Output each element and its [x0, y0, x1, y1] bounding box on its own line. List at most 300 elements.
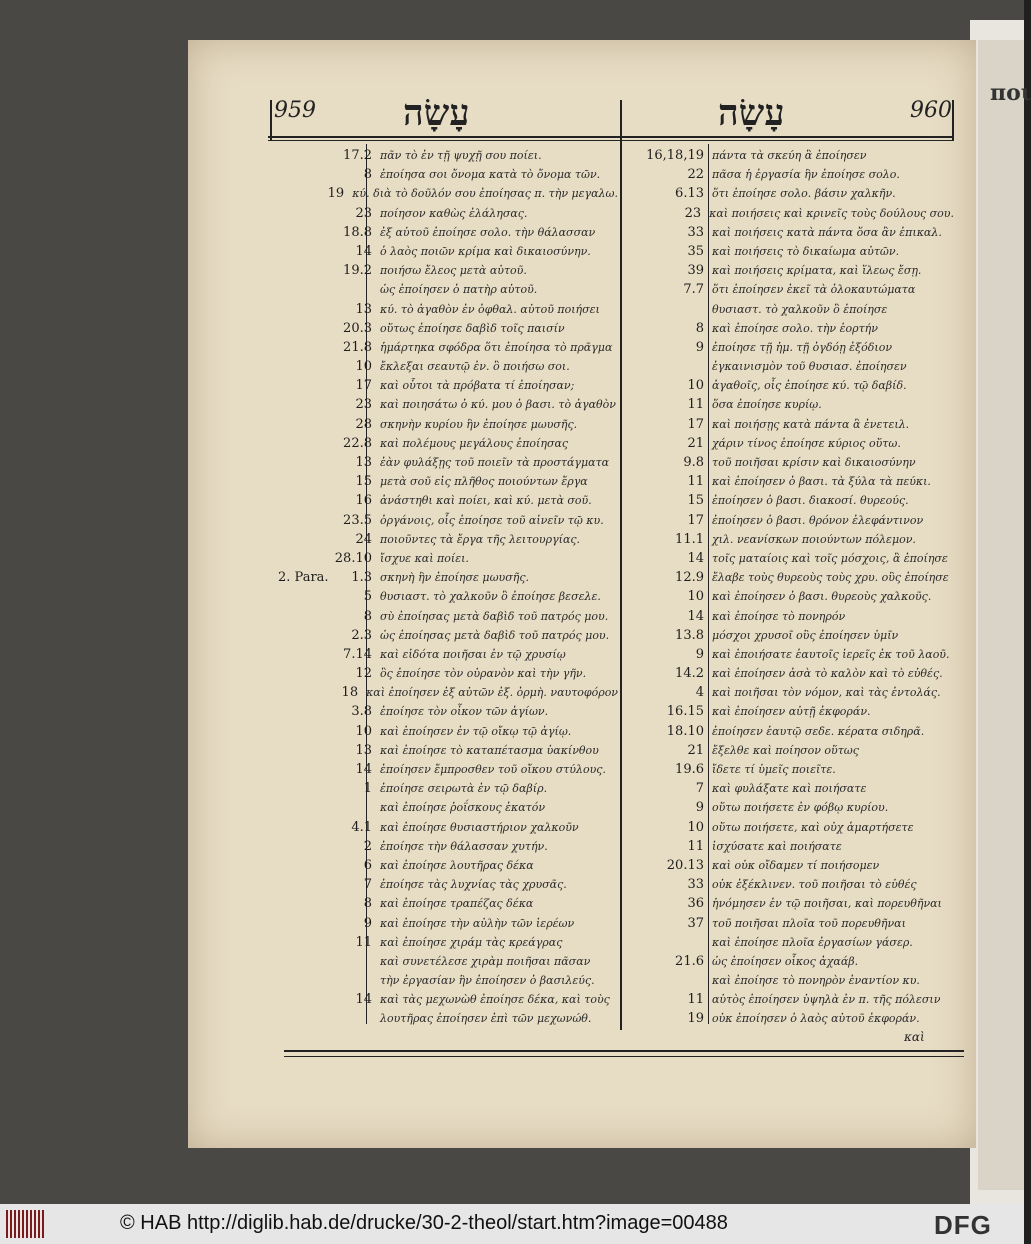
concordance-row	[624, 856, 954, 875]
greek-text: οὐκ ἐξέκλινεν. τοῦ ποιῆσαι τὸ εὐθές	[712, 878, 917, 892]
greek-text: ἀνάστηθι καὶ ποίει, καὶ κύ. μετὰ σοῦ.	[380, 494, 592, 508]
greek-text: ὃς ἐποίησε τὸν οὐρανὸν καὶ τὴν γῆν.	[380, 667, 587, 681]
concordance-row	[624, 204, 954, 223]
greek-text: ποίησον καθὼς ἐλάλησας.	[380, 206, 528, 220]
verse-reference: 17.2	[343, 148, 372, 163]
book-name	[278, 722, 324, 741]
greek-text: σκηνὴ ἣν ἐποίησε μωυσῆς.	[380, 571, 529, 585]
concordance-row	[278, 760, 618, 779]
verse-reference: 11	[687, 397, 704, 413]
greek-text: ἀγαθοῖς, οἷς ἐποίησε κύ. τῷ δαβίδ.	[712, 379, 907, 393]
book-name	[278, 280, 324, 299]
concordance-row	[278, 587, 618, 606]
greek-text: ἡμάρτηκα σφόδρα ὅτι ἐποίησα τὸ πρᾶγμα	[380, 340, 613, 354]
book-name	[278, 664, 324, 683]
verse-reference: 28	[355, 416, 372, 432]
verse-reference: 16.15	[666, 704, 704, 720]
concordance-row	[278, 472, 618, 491]
verse-reference: 17	[687, 512, 704, 528]
concordance-row	[278, 837, 618, 856]
greek-text: καὶ ποιήσεις κρίματα, καὶ ἵλεως ἔσῃ.	[712, 264, 922, 278]
book-name	[278, 587, 324, 606]
greek-text: καὶ τὰς μεχωνὼθ ἐποίησε δέκα, καὶ τοὺς	[380, 993, 610, 1007]
concordance-row	[278, 990, 618, 1009]
book-name	[278, 434, 324, 453]
book-name: 2. Para.	[278, 570, 329, 586]
concordance-row	[278, 184, 618, 203]
verse-reference: 12	[355, 666, 372, 682]
verse-reference: 23	[355, 205, 372, 221]
verse-reference: 21	[687, 742, 704, 758]
verse-reference: 14	[355, 992, 372, 1008]
verse-reference: 33	[687, 877, 704, 893]
concordance-row	[278, 798, 618, 817]
greek-text: καὶ ἐποίησε ῥοΐσκους ἑκατόν	[380, 801, 546, 815]
concordance-row	[624, 722, 954, 741]
greek-text: μετὰ σοῦ εἰς πλῆθος ποιούντων ἔργα	[380, 475, 588, 489]
verse-reference: 10	[687, 819, 704, 835]
verse-reference	[324, 952, 376, 971]
concordance-row	[624, 875, 954, 894]
bottom-rule-thin	[284, 1056, 964, 1057]
book-name	[278, 165, 324, 184]
concordance-row	[278, 741, 618, 760]
verse-reference: 35	[687, 243, 704, 259]
concordance-row	[624, 146, 954, 165]
greek-text: ἐξ αὐτοῦ ἐποίησε σολο. τὴν θάλασσαν	[380, 225, 596, 239]
verse-reference: 23	[355, 397, 372, 413]
concordance-row	[278, 568, 618, 587]
greek-text: ποιοῦντες τὰ ἔργα τῆς λειτουργίας.	[380, 532, 581, 546]
verse-reference: 21.8	[343, 339, 372, 355]
concordance-row	[278, 204, 618, 223]
verse-reference: 15	[355, 474, 372, 490]
verse-reference: 8	[363, 896, 372, 912]
greek-text: καὶ ἐποίησε θυσιαστήριον χαλκοῦν	[380, 820, 579, 834]
concordance-row	[278, 607, 618, 626]
verse-reference: 11	[355, 934, 372, 950]
greek-text: ἰσχύσατε καὶ ποιήσατε	[712, 839, 842, 853]
greek-text: αὐτὸς ἐποίησεν ὑψηλὰ ἐν π. τῆς πόλεσιν	[712, 993, 941, 1007]
concordance-row	[278, 223, 618, 242]
book-name	[278, 856, 324, 875]
concordance-row	[624, 395, 954, 414]
concordance-row	[278, 702, 618, 721]
greek-text: καὶ συνετέλεσε χιρὰμ ποιῆσαι πᾶσαν	[380, 954, 591, 968]
concordance-row	[624, 453, 954, 472]
verse-reference: 13	[355, 742, 372, 758]
verse-reference: 9	[695, 646, 704, 662]
book-name	[278, 607, 324, 626]
concordance-row	[278, 818, 618, 837]
page-number-right: 960	[910, 98, 952, 123]
book-name	[278, 204, 324, 223]
greek-text: καὶ ποιήσεις τὸ δικαίωμα αὐτῶν.	[712, 244, 900, 258]
concordance-row	[278, 453, 618, 472]
verse-reference: 10	[687, 589, 704, 605]
concordance-row	[624, 568, 954, 587]
concordance-row	[278, 415, 618, 434]
concordance-row	[624, 165, 954, 184]
greek-text: ἐποίησε τὴν θάλασσαν χυτήν.	[380, 839, 548, 853]
verse-reference: 4	[695, 685, 704, 701]
greek-text: ὀργάνοις, οἷς ἐποίησε τοῦ αἰνεῖν τῷ κυ.	[380, 513, 604, 527]
concordance-row	[624, 645, 954, 664]
verse-reference: 10	[355, 723, 372, 739]
concordance-row	[624, 472, 954, 491]
greek-text: ἐγκαινισμὸν τοῦ θυσιασ. ἐποίησεν	[712, 360, 907, 374]
concordance-row	[624, 434, 954, 453]
verse-reference: 39	[687, 263, 704, 279]
adjacent-page-text: ποι	[990, 80, 1031, 106]
verse-reference	[624, 300, 708, 319]
verse-reference: 20.13	[666, 857, 704, 873]
greek-text: τοῖς ματαίοις καὶ τοῖς μόσχοις, ἃ ἐποίησε	[712, 551, 948, 565]
concordance-row	[624, 933, 954, 952]
greek-text: καὶ ἐποίησεν ὁ βασι. τὰ ξύλα τὰ πεύκι.	[712, 475, 931, 489]
verse-reference: 19.2	[343, 263, 372, 279]
concordance-row	[278, 357, 618, 376]
concordance-row	[278, 875, 618, 894]
concordance-row	[278, 300, 618, 319]
verse-reference: 21.6	[675, 953, 704, 969]
greek-text: καὶ ἐποίησε λουτῆρας δέκα	[380, 858, 534, 872]
verse-reference: 3.8	[351, 704, 372, 720]
greek-text: κύ. διὰ τὸ δοῦλόν σου ἐποίησας π. τὴν μεγαλω.	[352, 187, 618, 201]
greek-text: καὶ ἐποίησεν ἐν τῷ οἴκῳ τῷ ἁγίῳ.	[380, 724, 572, 738]
verse-reference	[624, 357, 708, 376]
book-name	[278, 338, 324, 357]
verse-reference: 22	[687, 167, 704, 183]
concordance-row	[624, 741, 954, 760]
concordance-row	[278, 530, 618, 549]
book-name	[278, 1009, 324, 1028]
greek-text: ὡς ἐποίησεν οἶκος ἀχαάβ.	[712, 954, 859, 968]
book-name	[278, 511, 324, 530]
greek-text: οὐκ ἐποίησεν ὁ λαὸς αὐτοῦ ἐκφοράν.	[712, 1012, 920, 1026]
greek-text: λουτῆρας ἐποίησεν ἐπὶ τῶν μεχωνώθ.	[380, 1012, 592, 1026]
heading-right: עָשָׂה	[718, 92, 785, 134]
concordance-row	[278, 856, 618, 875]
concordance-row	[624, 549, 954, 568]
verse-reference: 19	[687, 1011, 704, 1027]
greek-text: καὶ ἐποιήσατε ἑαυτοῖς ἱερεῖς ἐκ τοῦ λαοῦ.	[712, 647, 950, 661]
book-name	[278, 875, 324, 894]
book-name	[278, 626, 324, 645]
top-rule-thin	[268, 140, 954, 141]
dfg-logo: DFG	[934, 1210, 992, 1240]
book-name	[278, 376, 324, 395]
book-page	[188, 40, 976, 1148]
book-name	[278, 530, 324, 549]
greek-text: καὶ ἐποίησε τὸ πονηρόν	[712, 609, 846, 623]
book-name	[278, 645, 324, 664]
verse-reference: 10	[355, 359, 372, 375]
concordance-row	[278, 1009, 618, 1028]
greek-text: χιλ. νεανίσκων ποιούντων πόλεμον.	[712, 532, 916, 546]
concordance-row	[624, 664, 954, 683]
column-divider	[620, 100, 622, 1030]
book-name	[278, 415, 324, 434]
book-name	[278, 184, 310, 203]
verse-reference: 21	[687, 435, 704, 451]
greek-text: καὶ εἰδότα ποιῆσαι ἐν τῷ χρυσίῳ	[380, 647, 566, 661]
greek-text: καὶ ἐποίησεν ὁ βασι. θυρεοὺς χαλκοῦς.	[712, 590, 932, 604]
concordance-row	[624, 415, 954, 434]
greek-text: ἐποίησε τὰς λυχνίας τὰς χρυσᾶς.	[380, 878, 567, 892]
verse-reference: 17	[687, 416, 704, 432]
concordance-row	[624, 376, 954, 395]
greek-text: ἐὰν φυλάξῃς τοῦ ποιεῖν τὰ προστάγματα	[380, 456, 610, 469]
book-name	[278, 741, 324, 760]
concordance-row	[624, 319, 954, 338]
verse-reference	[624, 971, 708, 990]
top-rule	[268, 136, 954, 138]
greek-text: τὴν ἐργασίαν ἣν ἐποίησεν ὁ βασιλεύς.	[380, 974, 595, 988]
greek-text: πᾶσα ἡ ἐργασία ἣν ἐποίησε σολο.	[712, 168, 900, 182]
concordance-row	[278, 338, 618, 357]
concordance-row	[278, 395, 618, 414]
verse-reference: 13.8	[675, 627, 704, 643]
verse-reference: 16	[355, 493, 372, 509]
concordance-row	[278, 261, 618, 280]
verse-reference: 13	[355, 455, 372, 470]
verse-reference	[324, 280, 376, 299]
verse-reference: 36	[687, 896, 704, 912]
greek-text: καὶ οὗτοι τὰ πρόβατα τί ἐποίησαν;	[380, 379, 575, 393]
book-name	[278, 453, 324, 472]
hab-logo-icon	[6, 1210, 46, 1238]
verse-reference	[624, 933, 708, 952]
book-name	[278, 760, 324, 779]
book-name	[278, 261, 324, 280]
book-name	[278, 914, 324, 933]
concordance-row	[624, 818, 954, 837]
greek-text: καὶ ἐποίησε σολο. τὴν ἑορτήν	[712, 321, 878, 335]
greek-text: καὶ ποιήσεις κατὰ πάντα ὅσα ἂν ἐπικαλ.	[712, 225, 942, 239]
verse-reference: 13	[355, 301, 372, 317]
concordance-row	[624, 779, 954, 798]
book-name	[278, 779, 324, 798]
verse-reference: 7.7	[683, 282, 704, 298]
concordance-row	[624, 300, 954, 319]
adjacent-page-inner	[978, 40, 1024, 1190]
book-name	[278, 933, 324, 952]
concordance-row	[624, 587, 954, 606]
greek-text: ἐποίησεν ἑαυτῷ σεδε. κέρατα σιδηρᾶ.	[712, 724, 925, 738]
verse-reference: 14	[687, 550, 704, 566]
greek-text: οὕτω ποιήσετε ἐν φόβῳ κυρίου.	[712, 801, 889, 815]
greek-text: πᾶν τὸ ἐν τῇ ψυχῇ σου ποίει.	[380, 149, 542, 162]
concordance-row	[278, 376, 618, 395]
verse-reference: 7	[363, 877, 372, 893]
verse-reference: 11.1	[675, 531, 704, 547]
greek-text: καὶ ἐποίησε τὴν αὐλὴν τῶν ἱερέων	[380, 916, 575, 930]
greek-text: καὶ πολέμους μεγάλους ἐποίησας	[380, 436, 569, 450]
header-border-right	[952, 100, 954, 140]
concordance-row	[624, 1009, 954, 1028]
concordance-row	[278, 933, 618, 952]
greek-text: χάριν τίνος ἐποίησε κύριος οὕτω.	[712, 436, 901, 450]
concordance-row	[278, 549, 618, 568]
greek-text: καὶ ἐποίησεν ἐξ αὐτῶν ἐξ. ὁρμὴ. ναυτοφόρον	[366, 686, 618, 700]
greek-text: καὶ ἐποίησεν ἀσὰ τὸ καλὸν καὶ τὸ εὐθές.	[712, 667, 943, 681]
concordance-row	[278, 683, 618, 702]
book-name	[278, 818, 324, 837]
verse-reference: 20.3	[343, 320, 372, 336]
verse-reference: 8	[363, 608, 372, 624]
book-name	[278, 300, 324, 319]
verse-reference: 7.14	[343, 646, 372, 662]
greek-text: ἠνόμησεν ἐν τῷ ποιῆσαι, καὶ πορευθῆναι	[712, 897, 942, 911]
verse-reference: 19.6	[675, 762, 704, 777]
verse-reference: 28.10	[334, 550, 372, 566]
concordance-row	[278, 491, 618, 510]
greek-text: τοῦ ποιῆσαι κρίσιν καὶ δικαιοσύνην	[712, 456, 916, 469]
concordance-row	[278, 146, 618, 165]
book-name	[278, 472, 324, 491]
concordance-row	[278, 511, 618, 530]
greek-text: καὶ ποιησάτω ὁ κύ. μου ὁ βασι. τὸ ἀγαθὸν	[380, 398, 616, 412]
greek-text: ἴδετε τί ὑμεῖς ποιεῖτε.	[712, 763, 836, 776]
verse-reference: 22.8	[343, 435, 372, 451]
greek-text: καὶ φυλάξατε καὶ ποιήσατε	[712, 782, 867, 796]
verse-reference: 10	[687, 378, 704, 394]
concordance-row	[278, 722, 618, 741]
verse-reference: 8	[695, 320, 704, 336]
concordance-row	[278, 971, 618, 990]
book-name	[278, 549, 324, 568]
concordance-row	[278, 434, 618, 453]
greek-text: καὶ ποιήσῃς κατὰ πάντα ἃ ἐνετειλ.	[712, 417, 910, 431]
concordance-row	[624, 683, 954, 702]
greek-text: ὅτι ἐποίησεν ἐκεῖ τὰ ὁλοκαυτώματα	[712, 283, 916, 297]
greek-text: καὶ ποιῆσαι τὸν νόμον, καὶ τὰς ἐντολάς.	[712, 686, 941, 700]
copyright-url[interactable]: © HAB http://diglib.hab.de/drucke/30-2-theol/start.htm?image=00488	[120, 1212, 728, 1234]
concordance-row	[624, 357, 954, 376]
verse-reference: 11	[687, 992, 704, 1008]
greek-text: ἴσχυε καὶ ποίει.	[380, 551, 469, 565]
concordance-row	[278, 894, 618, 913]
verse-reference: 16,18,19	[646, 148, 704, 163]
concordance-row	[624, 798, 954, 817]
greek-text: καὶ ἐποίησε πλοῖα ἐργασίων γάσερ.	[712, 935, 913, 949]
concordance-row	[278, 280, 618, 299]
verse-reference: 18.10	[666, 723, 704, 739]
book-name	[278, 223, 324, 242]
verse-reference	[324, 971, 376, 990]
greek-text: ἔκλεξαι σεαυτῷ ἐν. ὃ ποιήσω σοι.	[380, 360, 570, 374]
book-name	[278, 242, 324, 261]
book-name	[278, 683, 317, 702]
greek-text: μόσχοι χρυσοῖ οὓς ἐποίησεν ὑμῖν	[712, 628, 899, 642]
verse-reference: 14	[355, 243, 372, 259]
verse-reference: 23	[684, 205, 702, 221]
concordance-row	[624, 280, 954, 299]
footer-bar	[0, 1204, 1024, 1244]
greek-text: τοῦ ποιῆσαι πλοῖα τοῦ πορευθῆναι	[712, 916, 906, 930]
verse-reference: 24	[355, 531, 372, 547]
verse-reference: 17	[355, 378, 372, 394]
greek-text: ἐποίησεν ὁ βασι. θρόνον ἐλεφάντινον	[712, 513, 924, 527]
greek-text: ὡς ἐποίησεν ὁ πατὴρ αὐτοῦ.	[380, 283, 538, 297]
verse-reference: 9.8	[683, 455, 704, 470]
verse-reference: 4.1	[351, 819, 372, 835]
greek-text: καὶ ἐποίησε τὸ πονηρὸν ἐναντίον κυ.	[712, 974, 920, 988]
greek-text: ὅσα ἐποίησε κυρίῳ.	[712, 398, 822, 412]
page-number-left: 959	[274, 98, 316, 123]
greek-text: ἔξελθε καὶ ποίησον οὕτως	[712, 743, 859, 757]
greek-text: ἐποίησα σοι ὄνομα κατὰ τὸ ὄνομα τῶν.	[380, 168, 601, 182]
greek-text: ἐποίησεν ὁ βασι. διακοσί. θυρεούς.	[712, 494, 909, 508]
book-name	[278, 395, 324, 414]
greek-text: οὕτως ἐποίησε δαβὶδ τοῖς παισίν	[380, 321, 565, 335]
concordance-row	[624, 338, 954, 357]
verse-reference: 2.3	[351, 627, 372, 643]
greek-text: ἔλαβε τοὺς θυρεοὺς τοὺς χρυ. οὓς ἐποίησε	[712, 571, 949, 585]
book-name	[278, 319, 324, 338]
concordance-row	[624, 491, 954, 510]
greek-text: ἐποίησεν ἔμπροσθεν τοῦ οἴκου στύλους.	[380, 763, 606, 776]
verse-reference: 7	[695, 781, 704, 797]
concordance-row	[278, 664, 618, 683]
concordance-row	[624, 242, 954, 261]
concordance-row	[624, 760, 954, 779]
greek-text: θυσιαστ. τὸ χαλκοῦν ὃ ἐποίησε	[712, 302, 888, 316]
heading-left: עָשָׂה	[403, 92, 470, 134]
greek-text: ὁ λαὸς ποιῶν κρίμα καὶ δικαιοσύνην.	[380, 244, 591, 258]
concordance-row	[624, 837, 954, 856]
concordance-row	[624, 261, 954, 280]
book-name	[278, 971, 324, 990]
verse-reference: 5	[363, 589, 372, 605]
book-name	[278, 491, 324, 510]
greek-text: σὺ ἐποίησας μετὰ δαβὶδ τοῦ πατρός μου.	[380, 609, 609, 623]
book-name	[278, 357, 324, 376]
verse-reference: 12.9	[675, 570, 704, 586]
verse-reference: 2	[363, 838, 372, 854]
concordance-row	[624, 952, 954, 971]
verse-reference: 1	[363, 781, 372, 797]
concordance-row	[278, 626, 618, 645]
greek-text: ἐποίησε τῇ ἡμ. τῇ ὀγδόῃ ἐξόδιον	[712, 340, 893, 354]
bottom-rule	[284, 1050, 964, 1052]
verse-reference	[324, 1009, 376, 1028]
greek-text: ἐποίησε τὸν οἶκον τῶν ἁγίων.	[380, 705, 549, 719]
greek-text: ἐποίησε σειρωτὰ ἐν τῷ δαβίρ.	[380, 782, 548, 796]
concordance-row	[624, 914, 954, 933]
greek-text: κύ. τὸ ἀγαθὸν ἐν ὀφθαλ. αὐτοῦ ποιήσει	[380, 302, 600, 316]
greek-text: καὶ ἐποίησε τὸ καταπέτασμα ὑακίνθου	[380, 743, 599, 757]
verse-reference: 33	[687, 224, 704, 240]
concordance-row	[624, 223, 954, 242]
catchword: καὶ	[904, 1030, 925, 1044]
verse-reference: 14.2	[675, 666, 704, 682]
verse-reference: 18	[341, 685, 359, 701]
book-name	[278, 952, 324, 971]
greek-text: καὶ ἐποίησε χιράμ τὰς κρεάγρας	[380, 935, 563, 949]
verse-reference: 6.13	[675, 186, 704, 202]
verse-reference: 9	[695, 339, 704, 355]
concordance-row	[278, 242, 618, 261]
verse-reference: 23.5	[343, 512, 372, 528]
greek-text: καὶ οὐκ οἴδαμεν τί ποιήσομεν	[712, 858, 880, 872]
concordance-row	[624, 184, 954, 203]
greek-text: θυσιαστ. τὸ χαλκοῦν ὃ ἐποίησε βεσελε.	[380, 590, 601, 604]
concordance-row	[624, 971, 954, 990]
concordance-row	[624, 894, 954, 913]
verse-reference: 8	[363, 167, 372, 183]
